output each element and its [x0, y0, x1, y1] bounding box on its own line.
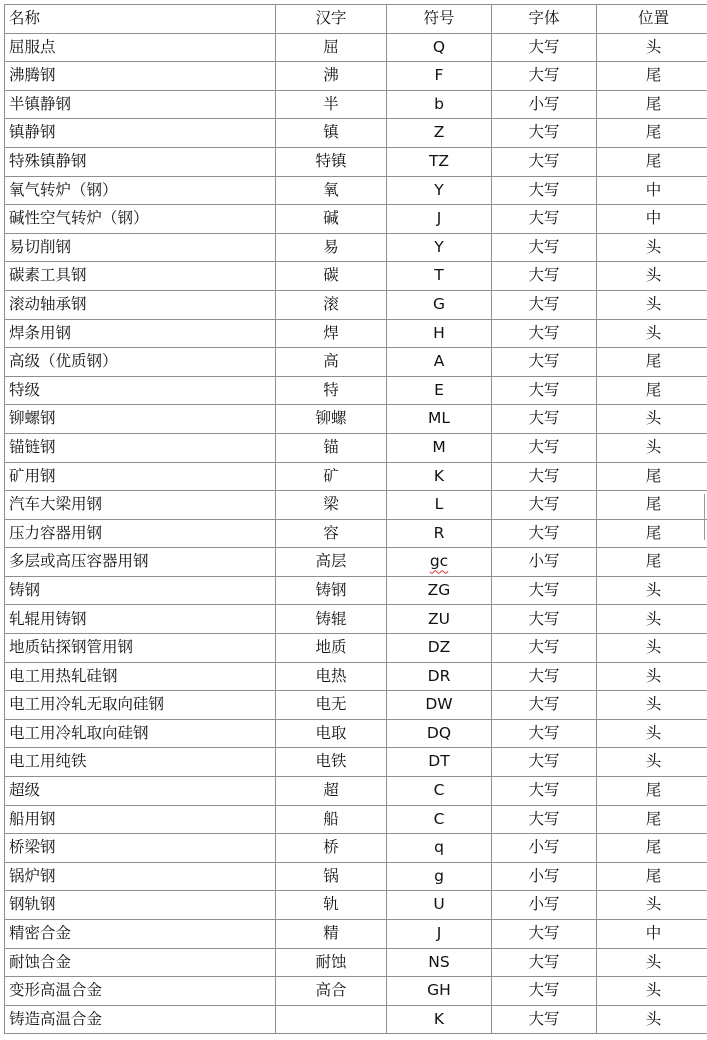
cell-font: 大写	[492, 262, 597, 291]
cell-position: 头	[597, 948, 707, 977]
cell-position: 头	[597, 33, 707, 62]
cell-font: 大写	[492, 290, 597, 319]
cell-symbol: TZ	[387, 147, 492, 176]
cell-symbol: DW	[387, 691, 492, 720]
table-row	[5, 777, 707, 806]
cell-font: 大写	[492, 62, 597, 91]
cell-hanzi: 精	[276, 920, 387, 949]
cell-name: 铸钢	[5, 576, 276, 605]
cell-font: 大写	[492, 1005, 597, 1034]
cell-symbol: Q	[387, 33, 492, 62]
cell-font: 大写	[492, 948, 597, 977]
cell-symbol: H	[387, 319, 492, 348]
header-font: 字体	[492, 5, 597, 34]
cell-symbol: NS	[387, 948, 492, 977]
table-row	[5, 634, 707, 663]
cell-hanzi: 焊	[276, 319, 387, 348]
cell-font: 大写	[492, 119, 597, 148]
cell-symbol	[387, 548, 492, 577]
cell-position: 头	[597, 233, 707, 262]
cell-symbol: E	[387, 376, 492, 405]
cell-position: 尾	[597, 491, 707, 520]
cell-name: 氧气转炉（钢）	[5, 176, 276, 205]
spellcheck-marked-text: gc	[429, 552, 449, 571]
cell-symbol: GH	[387, 977, 492, 1006]
cell-position: 尾	[597, 862, 707, 891]
cell-font: 大写	[492, 691, 597, 720]
cell-name: 超级	[5, 777, 276, 806]
table-row	[5, 605, 707, 634]
cell-position: 头	[597, 319, 707, 348]
cell-hanzi: 容	[276, 519, 387, 548]
table-row	[5, 920, 707, 949]
cell-hanzi: 半	[276, 90, 387, 119]
cell-name: 屈服点	[5, 33, 276, 62]
cell-hanzi: 沸	[276, 62, 387, 91]
cell-hanzi: 耐蚀	[276, 948, 387, 977]
cell-name: 镇静钢	[5, 119, 276, 148]
table-header-row	[5, 5, 707, 34]
cell-symbol: K	[387, 1005, 492, 1034]
cell-name: 锅炉钢	[5, 862, 276, 891]
table-row	[5, 719, 707, 748]
cell-position: 尾	[597, 834, 707, 863]
cell-position: 尾	[597, 519, 707, 548]
cell-symbol: C	[387, 805, 492, 834]
table-row	[5, 147, 707, 176]
cell-position: 头	[597, 719, 707, 748]
cell-name: 特殊镇静钢	[5, 147, 276, 176]
cell-symbol: g	[387, 862, 492, 891]
cell-font: 大写	[492, 576, 597, 605]
table-row	[5, 805, 707, 834]
table-body	[5, 33, 707, 1034]
cell-symbol: ML	[387, 405, 492, 434]
cell-position: 尾	[597, 548, 707, 577]
cell-symbol: q	[387, 834, 492, 863]
cell-position: 头	[597, 1005, 707, 1034]
cell-font: 大写	[492, 405, 597, 434]
cell-hanzi: 铸辊	[276, 605, 387, 634]
cell-symbol: A	[387, 348, 492, 377]
cell-hanzi: 高合	[276, 977, 387, 1006]
cell-hanzi: 电铁	[276, 748, 387, 777]
cell-symbol: DQ	[387, 719, 492, 748]
table-row	[5, 433, 707, 462]
cell-font: 大写	[492, 33, 597, 62]
cell-symbol: T	[387, 262, 492, 291]
table-row	[5, 834, 707, 863]
cell-font: 大写	[492, 777, 597, 806]
cell-symbol: L	[387, 491, 492, 520]
cell-font: 大写	[492, 662, 597, 691]
cell-name: 电工用纯铁	[5, 748, 276, 777]
cell-symbol: ZG	[387, 576, 492, 605]
cell-symbol: Y	[387, 233, 492, 262]
cell-name: 地质钻探钢管用钢	[5, 634, 276, 663]
cell-position: 头	[597, 691, 707, 720]
table-row	[5, 33, 707, 62]
cell-hanzi: 氧	[276, 176, 387, 205]
cell-position: 头	[597, 605, 707, 634]
cell-name: 耐蚀合金	[5, 948, 276, 977]
cell-font: 小写	[492, 891, 597, 920]
cell-name: 易切削钢	[5, 233, 276, 262]
table-row	[5, 176, 707, 205]
cell-name: 汽车大梁用钢	[5, 491, 276, 520]
cell-symbol: F	[387, 62, 492, 91]
cell-position: 头	[597, 662, 707, 691]
cell-hanzi: 特	[276, 376, 387, 405]
table-row	[5, 948, 707, 977]
header-name: 名称	[5, 5, 276, 34]
cell-hanzi: 电取	[276, 719, 387, 748]
cell-position: 中	[597, 920, 707, 949]
page-edge-mark	[704, 494, 705, 540]
cell-position: 尾	[597, 376, 707, 405]
cell-position: 中	[597, 176, 707, 205]
cell-font: 小写	[492, 862, 597, 891]
table-row	[5, 748, 707, 777]
cell-position: 头	[597, 576, 707, 605]
cell-font: 大写	[492, 348, 597, 377]
cell-name: 船用钢	[5, 805, 276, 834]
cell-hanzi: 电无	[276, 691, 387, 720]
table-row	[5, 233, 707, 262]
cell-font: 大写	[492, 147, 597, 176]
table-row	[5, 290, 707, 319]
cell-font: 大写	[492, 176, 597, 205]
cell-font: 大写	[492, 977, 597, 1006]
cell-hanzi: 高层	[276, 548, 387, 577]
cell-position: 头	[597, 405, 707, 434]
header-hanzi: 汉字	[276, 5, 387, 34]
cell-name: 钢轨钢	[5, 891, 276, 920]
cell-position: 头	[597, 433, 707, 462]
cell-symbol: b	[387, 90, 492, 119]
cell-symbol: U	[387, 891, 492, 920]
cell-name: 电工用冷轧无取向硅钢	[5, 691, 276, 720]
cell-name: 沸腾钢	[5, 62, 276, 91]
cell-font: 大写	[492, 433, 597, 462]
table-row	[5, 319, 707, 348]
cell-font: 大写	[492, 920, 597, 949]
cell-symbol: G	[387, 290, 492, 319]
cell-font: 小写	[492, 834, 597, 863]
cell-position: 尾	[597, 90, 707, 119]
cell-position: 头	[597, 977, 707, 1006]
cell-symbol: DZ	[387, 634, 492, 663]
table-row	[5, 348, 707, 377]
table-row	[5, 205, 707, 234]
cell-symbol: Z	[387, 119, 492, 148]
cell-hanzi: 梁	[276, 491, 387, 520]
cell-hanzi: 地质	[276, 634, 387, 663]
cell-hanzi: 矿	[276, 462, 387, 491]
cell-name: 压力容器用钢	[5, 519, 276, 548]
cell-font: 大写	[492, 462, 597, 491]
cell-name: 桥梁钢	[5, 834, 276, 863]
cell-hanzi: 镇	[276, 119, 387, 148]
cell-font: 大写	[492, 805, 597, 834]
cell-font: 大写	[492, 491, 597, 520]
table-row	[5, 662, 707, 691]
cell-position: 中	[597, 205, 707, 234]
cell-symbol: R	[387, 519, 492, 548]
steel-code-table	[4, 4, 707, 1034]
cell-name: 矿用钢	[5, 462, 276, 491]
cell-name: 焊条用钢	[5, 319, 276, 348]
cell-hanzi: 轨	[276, 891, 387, 920]
cell-font: 大写	[492, 605, 597, 634]
cell-name: 碳素工具钢	[5, 262, 276, 291]
table-row	[5, 262, 707, 291]
cell-hanzi: 锚	[276, 433, 387, 462]
cell-font: 大写	[492, 233, 597, 262]
cell-position: 尾	[597, 147, 707, 176]
cell-symbol: M	[387, 433, 492, 462]
cell-hanzi: 超	[276, 777, 387, 806]
table-row	[5, 977, 707, 1006]
cell-name: 铸造高温合金	[5, 1005, 276, 1034]
cell-position: 尾	[597, 777, 707, 806]
cell-hanzi: 铆螺	[276, 405, 387, 434]
cell-symbol: J	[387, 920, 492, 949]
cell-position: 尾	[597, 62, 707, 91]
cell-name: 变形高温合金	[5, 977, 276, 1006]
cell-name: 铆螺钢	[5, 405, 276, 434]
cell-hanzi: 桥	[276, 834, 387, 863]
cell-position: 尾	[597, 119, 707, 148]
cell-name: 多层或高压容器用钢	[5, 548, 276, 577]
cell-position: 头	[597, 891, 707, 920]
table-row	[5, 90, 707, 119]
cell-position: 头	[597, 634, 707, 663]
table-row	[5, 376, 707, 405]
cell-font: 大写	[492, 748, 597, 777]
cell-name: 电工用热轧硅钢	[5, 662, 276, 691]
header-symbol: 符号	[387, 5, 492, 34]
cell-position: 尾	[597, 348, 707, 377]
cell-position: 尾	[597, 462, 707, 491]
cell-symbol: J	[387, 205, 492, 234]
cell-symbol: DT	[387, 748, 492, 777]
cell-hanzi: 屈	[276, 33, 387, 62]
cell-symbol: ZU	[387, 605, 492, 634]
table-row	[5, 491, 707, 520]
cell-font: 小写	[492, 548, 597, 577]
cell-symbol: Y	[387, 176, 492, 205]
table-row	[5, 119, 707, 148]
cell-symbol: C	[387, 777, 492, 806]
cell-hanzi: 电热	[276, 662, 387, 691]
table-row	[5, 691, 707, 720]
cell-font: 小写	[492, 90, 597, 119]
table-row	[5, 462, 707, 491]
cell-font: 大写	[492, 519, 597, 548]
cell-font: 大写	[492, 719, 597, 748]
cell-font: 大写	[492, 634, 597, 663]
cell-name: 轧辊用铸钢	[5, 605, 276, 634]
table-row	[5, 891, 707, 920]
cell-name: 锚链钢	[5, 433, 276, 462]
cell-name: 特级	[5, 376, 276, 405]
cell-hanzi: 高	[276, 348, 387, 377]
table-row	[5, 576, 707, 605]
cell-hanzi: 锅	[276, 862, 387, 891]
cell-font: 大写	[492, 205, 597, 234]
cell-position: 头	[597, 262, 707, 291]
cell-name: 滚动轴承钢	[5, 290, 276, 319]
table-row	[5, 519, 707, 548]
cell-symbol: K	[387, 462, 492, 491]
cell-name: 半镇静钢	[5, 90, 276, 119]
cell-hanzi: 碱	[276, 205, 387, 234]
table-row	[5, 862, 707, 891]
cell-hanzi	[276, 1005, 387, 1034]
cell-hanzi: 船	[276, 805, 387, 834]
cell-hanzi: 易	[276, 233, 387, 262]
cell-hanzi: 特镇	[276, 147, 387, 176]
cell-hanzi: 铸钢	[276, 576, 387, 605]
table-row	[5, 405, 707, 434]
cell-name: 精密合金	[5, 920, 276, 949]
cell-position: 头	[597, 748, 707, 777]
cell-font: 大写	[492, 319, 597, 348]
table-row	[5, 62, 707, 91]
cell-name: 碱性空气转炉（钢）	[5, 205, 276, 234]
cell-name: 高级（优质钢）	[5, 348, 276, 377]
table-row	[5, 1005, 707, 1034]
cell-position: 头	[597, 290, 707, 319]
cell-hanzi: 碳	[276, 262, 387, 291]
header-position: 位置	[597, 5, 707, 34]
table-row	[5, 548, 707, 577]
cell-hanzi: 滚	[276, 290, 387, 319]
cell-symbol: DR	[387, 662, 492, 691]
cell-position: 尾	[597, 805, 707, 834]
cell-name: 电工用冷轧取向硅钢	[5, 719, 276, 748]
cell-font: 大写	[492, 376, 597, 405]
